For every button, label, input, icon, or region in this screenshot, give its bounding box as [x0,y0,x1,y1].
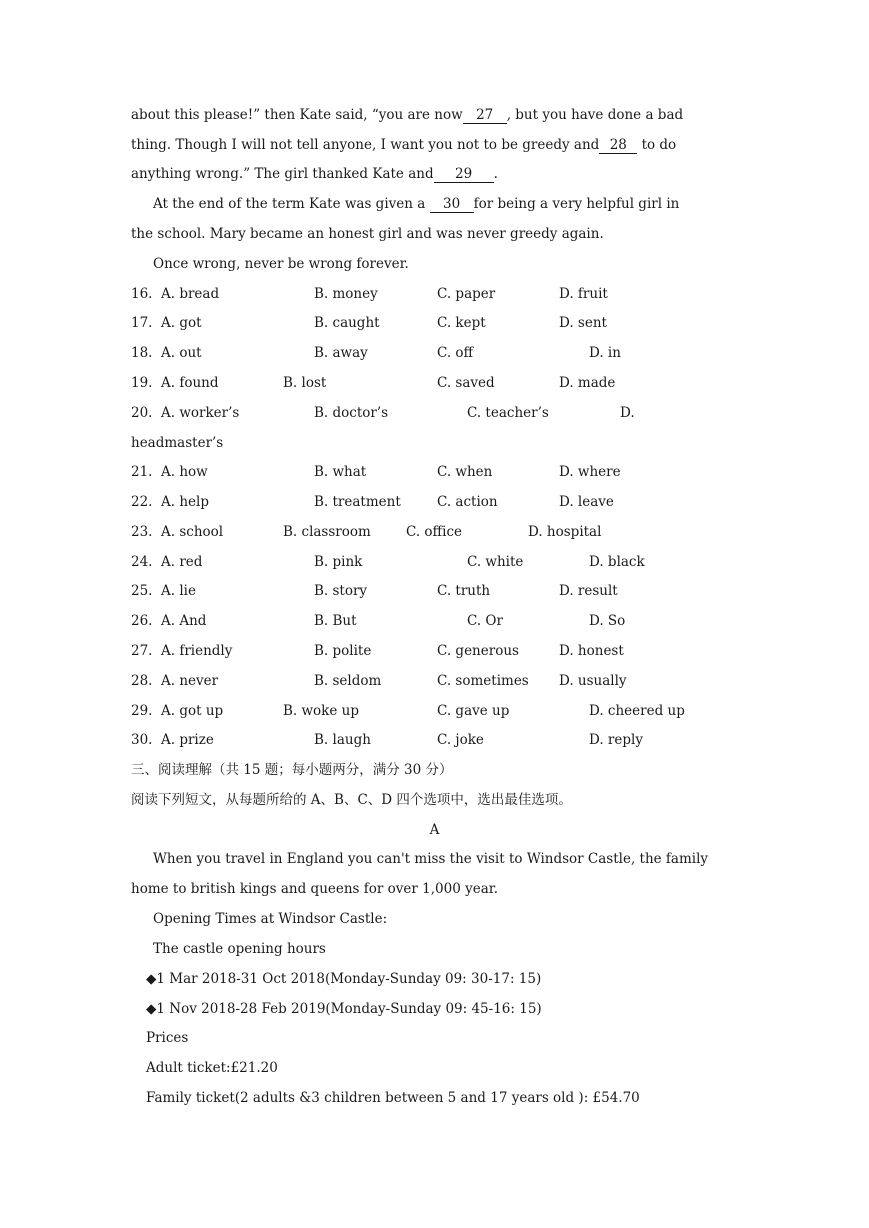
option-d: D. leave [559,494,614,510]
option-b: B. caught [314,315,380,331]
option-c: C. sometimes [437,673,529,689]
option-c: C. saved [437,375,495,391]
option-b: B. pink [314,554,363,570]
option-c: C. action [437,494,498,510]
option-b: B. seldom [314,673,382,689]
option-d: D. made [559,375,616,391]
option-b: B. But [314,613,357,629]
option-d: D. cheered up [589,703,685,719]
opening-hours-winter: ◆1 Nov 2018-28 Feb 2019(Monday-Sunday 09: 45-16: 15) [146,1001,542,1017]
text-segment: to do [637,137,677,153]
option-c: C. when [437,464,493,480]
option-a: A. lie [161,583,196,599]
option-b: B. treatment [314,494,401,510]
option-b: B. polite [314,643,372,659]
option-d: D. usually [559,673,627,689]
question-number: 16. [131,286,153,302]
question-number: 25. [131,583,153,599]
text-segment: At the end of the term Kate was given a [153,196,430,212]
question-number: 19. [131,375,153,391]
opening-times-title: Opening Times at Windsor Castle: [153,911,388,927]
question-number: 28. [131,673,153,689]
family-ticket-price: Family ticket(2 adults &3 children between 5 and 17 years old ): £54.70 [146,1090,640,1106]
option-c: C. white [467,554,524,570]
option-b: B. lost [283,375,327,391]
question-number: 26. [131,613,153,629]
option-d: D. black [589,554,645,570]
adult-ticket-price: Adult ticket:£21.20 [146,1060,278,1076]
question-number: 27. [131,643,153,659]
option-d: D. sent [559,315,607,331]
question-number: 21. [131,464,153,480]
blank-28: 28 [599,137,637,154]
option-a: A. found [161,375,219,391]
option-b: B. doctor’s [314,405,389,421]
question-number: 24. [131,554,153,570]
option-d: D. where [559,464,621,480]
option-d: D. reply [589,732,643,748]
question-number: 20. [131,405,153,421]
passage-line-3 [131,164,498,184]
option-c: C. Or [467,613,503,629]
option-a: A. school [161,524,224,540]
question-number: 22. [131,494,153,510]
text-segment: . [493,166,498,182]
option-a: A. out [161,345,202,361]
option-c: C. paper [437,286,496,302]
option-a: A. friendly [161,643,233,659]
option-b: B. laugh [314,732,371,748]
part-label: A [429,822,440,838]
option-c: C. gave up [437,703,510,719]
option-a: A. prize [161,732,214,748]
option-d: D. honest [559,643,624,659]
option-a: A. worker’s [161,405,240,421]
question-number: 30. [131,732,153,748]
option-d: D. in [589,345,621,361]
option-b: B. away [314,345,368,361]
option-c: C. office [406,524,463,540]
option-b: B. story [314,583,368,599]
opening-hours-summer: ◆1 Mar 2018-31 Oct 2018(Monday-Sunday 09: 30-17: 15) [146,971,542,987]
blank-27: 27 [463,107,507,124]
option-c: C. joke [437,732,484,748]
question-number: 23. [131,524,153,540]
option-c: C. generous [437,643,519,659]
text-segment: anything wrong.” The girl thanked Kate and [131,166,434,182]
passage-line-5: the school. Mary became an honest girl and was never greedy again. [131,226,604,242]
section-instruction: 阅读下列短文，从每题所给的 A、B、C、D 四个选项中，选出最佳选项。 [131,792,572,808]
question-20-wrap: headmaster’s [131,435,224,451]
opening-hours-label: The castle opening hours [153,941,326,957]
option-d: D. So [589,613,626,629]
option-a: A. never [161,673,219,689]
passage-line-2 [131,135,676,155]
option-a: A. how [161,464,208,480]
passage-line-4 [153,194,679,214]
reading-line-2: home to british kings and queens for over 1,000 year. [131,881,498,897]
blank-29: 29 [434,166,494,183]
blank-30: 30 [430,196,474,213]
option-c: C. truth [437,583,491,599]
option-d: D. fruit [559,286,608,302]
passage-line-6: Once wrong, never be wrong forever. [153,256,409,272]
text-segment: for being a very helpful girl in [473,196,680,212]
option-c: C. teacher’s [467,405,549,421]
option-a: A. And [161,613,207,629]
option-d: D. result [559,583,618,599]
passage-line-1 [131,105,683,125]
option-a: A. help [161,494,209,510]
option-d: D. hospital [528,524,602,540]
question-number: 18. [131,345,153,361]
section-heading: 三、阅读理解（共 15 题；每小题两分，满分 30 分） [131,762,453,778]
option-b: B. woke up [283,703,359,719]
option-b: B. classroom [283,524,371,540]
reading-line-1: When you travel in England you can't miss the visit to Windsor Castle, the family [153,851,709,867]
option-c: C. off [437,345,474,361]
text-segment: , but you have done a bad [506,107,684,123]
prices-label: Prices [146,1030,189,1046]
option-d: D. [620,405,635,421]
question-number: 29. [131,703,153,719]
option-a: A. got [161,315,202,331]
option-b: B. money [314,286,378,302]
text-segment: about this please!” then Kate said, “you are now [131,107,463,123]
option-a: A. bread [161,286,220,302]
option-a: A. red [161,554,203,570]
option-b: B. what [314,464,367,480]
option-c: C. kept [437,315,486,331]
question-number: 17. [131,315,153,331]
text-segment: thing. Though I will not tell anyone, I want you not to be greedy and [131,137,600,153]
option-a: A. got up [161,703,224,719]
